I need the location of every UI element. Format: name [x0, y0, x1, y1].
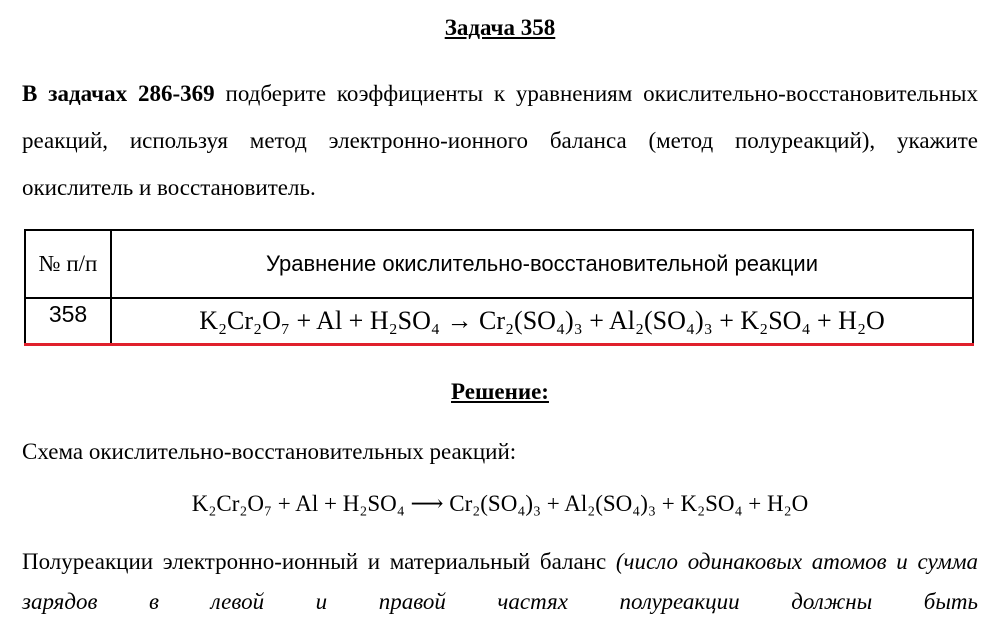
half-reactions-text: Полуреакции электронно-ионный и материальный баланс	[22, 549, 607, 574]
solution-title: Решение:	[451, 379, 549, 404]
scheme-formula: K₂Cr₂O₇ + Al + H₂SO₄ ⟶ Cr₂(SO₄)₃ + Al₂(SO₄)₃ + K₂SO₄ + H₂O	[191, 491, 809, 516]
row-equation	[111, 298, 973, 345]
scheme-label: Схема окислительно-восстановительных реакций:	[22, 439, 517, 464]
page-title: Задача 358	[444, 15, 556, 40]
header-equation: Уравнение окислительно-восстановительной реакции	[111, 230, 973, 298]
task-intro	[22, 70, 978, 211]
row-num: 358	[25, 298, 111, 345]
row-equation-text: K₂Cr₂O₇ + Al + H₂SO₄ → Cr₂(SO₄)₃ + Al₂(SO₄)₃ + K₂SO₄ + H₂O	[199, 306, 885, 335]
intro-text: подберите коэффициенты к уравнениям окислительно-восстановительных реакций, используя метод электронно-ионного баланса (метод полуреакций), укажите окислитель и восстановитель.	[22, 81, 978, 200]
half-reactions-italic: (число одинаковых атомов и сумма зарядов в левой и правой частях полуреакции должны быть	[22, 549, 979, 614]
half-reactions-paragraph	[22, 542, 978, 622]
intro-bold-lead: В задачах 286-369	[22, 81, 215, 106]
task-table-header	[25, 230, 973, 298]
table-row	[25, 298, 973, 345]
header-num: № п/п	[25, 230, 111, 298]
task-table	[24, 229, 974, 346]
